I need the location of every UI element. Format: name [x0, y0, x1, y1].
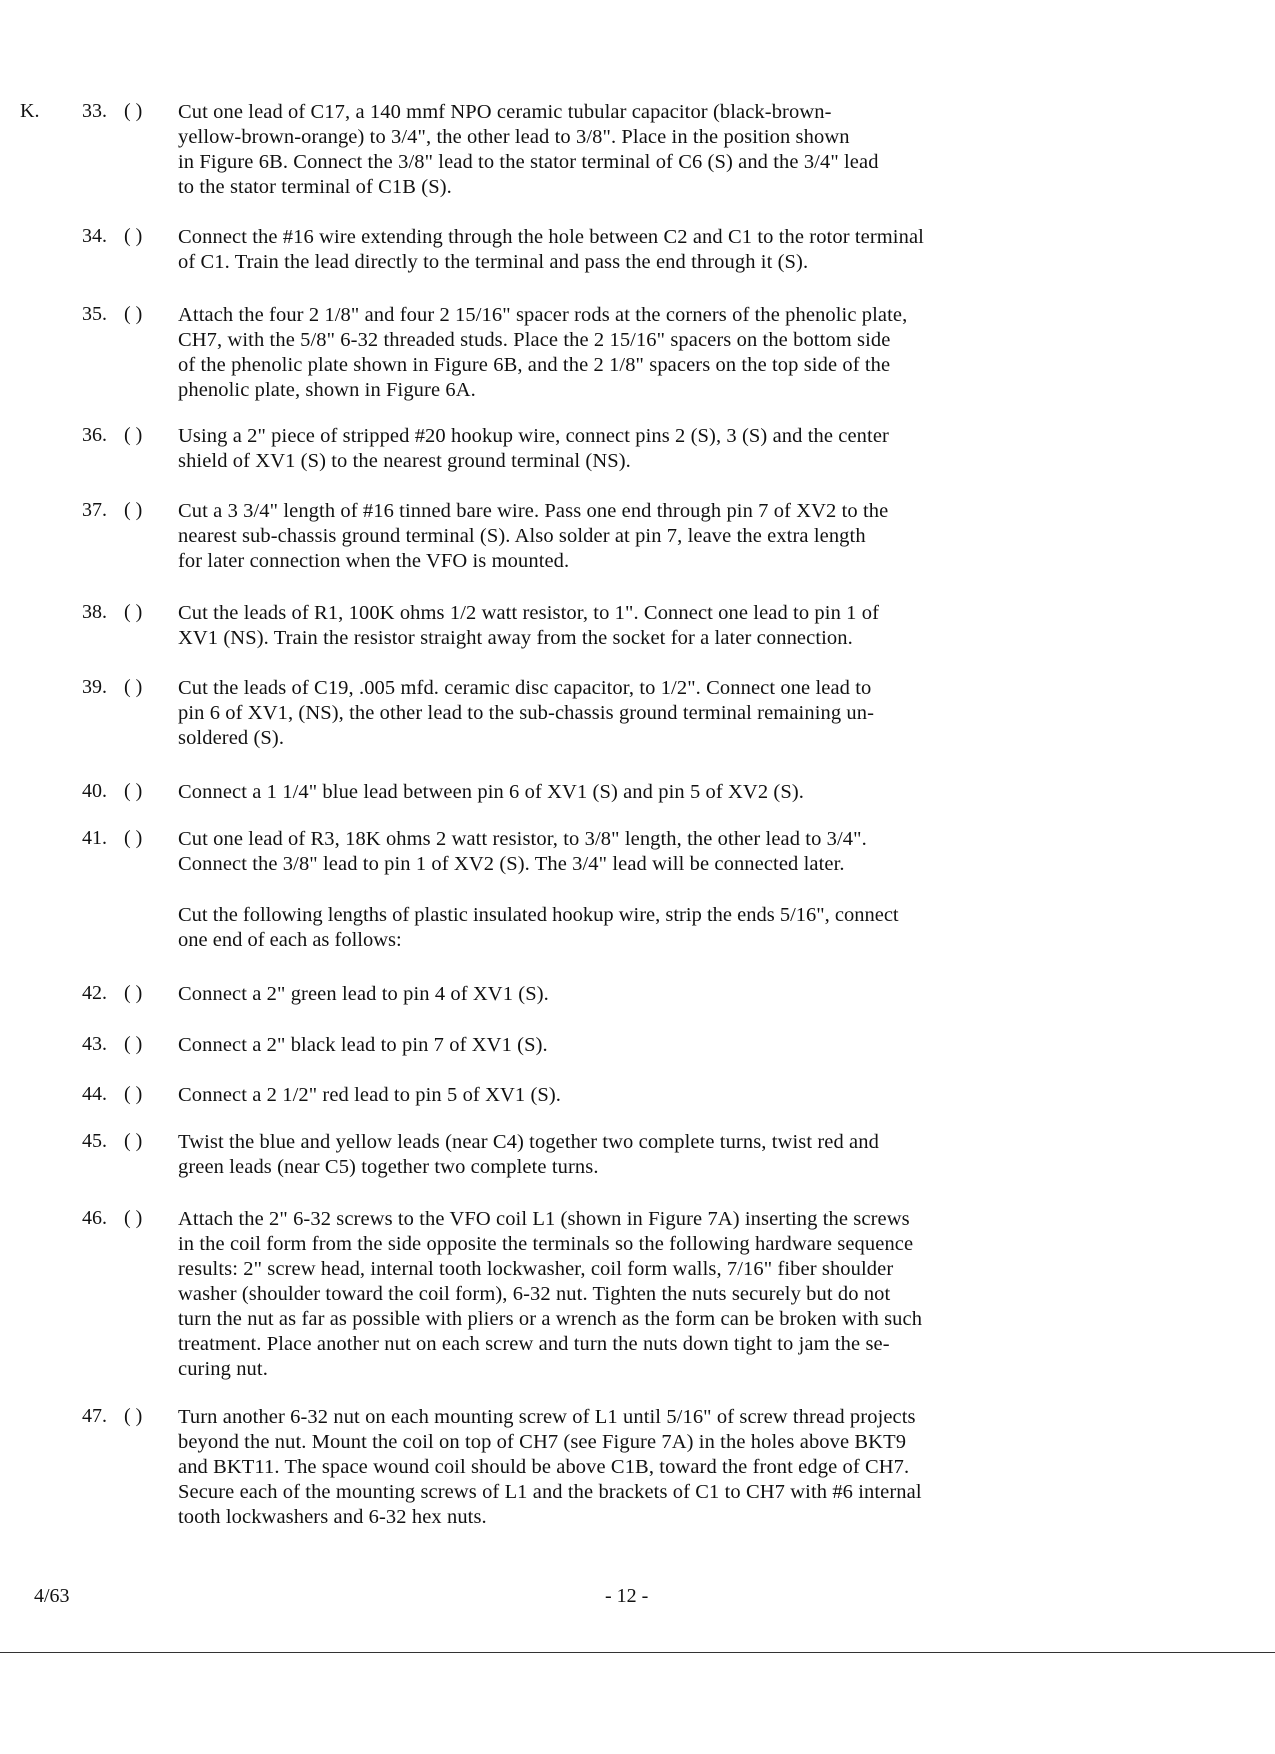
step-line: for later connection when the VFO is mounted.: [178, 550, 570, 572]
step-checkbox[interactable]: ( ): [124, 1207, 143, 1229]
step-number: 43.: [82, 1033, 107, 1055]
footer-date: 4/63: [34, 1585, 70, 1607]
step-line: Connect a 2 1/2" red lead to pin 5 of XV1 (S).: [178, 1084, 562, 1106]
step-text: [178, 100, 879, 200]
step-text: [178, 827, 867, 877]
step-line: Using a 2" piece of stripped #20 hookup wire, connect pins 2 (S), 3 (S) and the center: [178, 425, 889, 447]
step-number: 37.: [82, 499, 107, 521]
step-line: Connect a 2" black lead to pin 7 of XV1 (S).: [178, 1034, 548, 1056]
step-text: [178, 303, 907, 403]
step-line: in the coil form from the side opposite the terminals so the following hardware sequence: [178, 1233, 914, 1255]
step-line: to the stator terminal of C1B (S).: [178, 176, 452, 198]
step-number: 38.: [82, 601, 107, 623]
step-checkbox[interactable]: ( ): [124, 100, 143, 122]
step-text: [178, 1130, 879, 1180]
step-line: Turn another 6-32 nut on each mounting screw of L1 until 5/16" of screw thread projects: [178, 1406, 916, 1428]
step-checkbox[interactable]: ( ): [124, 225, 143, 247]
step-number: 44.: [82, 1083, 107, 1105]
step-text: [178, 982, 549, 1007]
step-number: 33.: [82, 100, 107, 122]
step-checkbox[interactable]: ( ): [124, 1083, 143, 1105]
page-number: - 12 -: [605, 1585, 649, 1607]
step-line: Attach the 2" 6-32 screws to the VFO coil L1 (shown in Figure 7A) inserting the screws: [178, 1208, 910, 1230]
step-checkbox[interactable]: ( ): [124, 780, 143, 802]
step-line: tooth lockwashers and 6-32 hex nuts.: [178, 1506, 487, 1528]
section-label: K.: [20, 100, 40, 122]
step-checkbox[interactable]: ( ): [124, 424, 143, 446]
step-checkbox[interactable]: ( ): [124, 1033, 143, 1055]
step-line: of C1. Train the lead directly to the terminal and pass the end through it (S).: [178, 251, 809, 273]
step-line: Connect a 1 1/4" blue lead between pin 6 of XV1 (S) and pin 5 of XV2 (S).: [178, 781, 804, 803]
step-line: pin 6 of XV1, (NS), the other lead to the sub-chassis ground terminal remaining un-: [178, 702, 875, 724]
footer-rule: [0, 1652, 1275, 1653]
step-checkbox[interactable]: ( ): [124, 1405, 143, 1427]
step-number: 40.: [82, 780, 107, 802]
step-text: [178, 225, 924, 275]
step-line: phenolic plate, shown in Figure 6A.: [178, 379, 476, 401]
step-number: 34.: [82, 225, 107, 247]
step-line: Cut a 3 3/4" length of #16 tinned bare wire. Pass one end through pin 7 of XV2 to the: [178, 500, 889, 522]
note-line: one end of each as follows:: [178, 929, 402, 951]
step-line: Cut one lead of C17, a 140 mmf NPO ceramic tubular capacitor (black-brown-: [178, 101, 832, 123]
step-text: [178, 424, 889, 474]
step-line: Connect the 3/8" lead to pin 1 of XV2 (S). The 3/4" lead will be connected later.: [178, 853, 845, 875]
step-text: [178, 1405, 922, 1530]
step-text: [178, 780, 804, 805]
step-checkbox[interactable]: ( ): [124, 303, 143, 325]
step-number: 39.: [82, 676, 107, 698]
step-text: [178, 601, 879, 651]
step-line: in Figure 6B. Connect the 3/8" lead to the stator terminal of C6 (S) and the 3/4" lead: [178, 151, 879, 173]
step-checkbox[interactable]: ( ): [124, 827, 143, 849]
step-line: nearest sub-chassis ground terminal (S). Also solder at pin 7, leave the extra length: [178, 525, 866, 547]
step-line: Cut the leads of C19, .005 mfd. ceramic disc capacitor, to 1/2". Connect one lead to: [178, 677, 872, 699]
step-line: Connect a 2" green lead to pin 4 of XV1 (S).: [178, 983, 549, 1005]
step-number: 36.: [82, 424, 107, 446]
step-line: Connect the #16 wire extending through the hole between C2 and C1 to the rotor terminal: [178, 226, 924, 248]
step-text: [178, 676, 874, 751]
step-line: shield of XV1 (S) to the nearest ground terminal (NS).: [178, 450, 631, 472]
step-line: Cut the leads of R1, 100K ohms 1/2 watt resistor, to 1". Connect one lead to pin 1 of: [178, 602, 879, 624]
step-line: Attach the four 2 1/8" and four 2 15/16" spacer rods at the corners of the phenolic plate,: [178, 304, 908, 326]
step-line: CH7, with the 5/8" 6-32 threaded studs. Place the 2 15/16" spacers on the bottom side: [178, 329, 891, 351]
step-line: Secure each of the mounting screws of L1 and the brackets of C1 to CH7 with #6 internal: [178, 1481, 922, 1503]
step-number: 46.: [82, 1207, 107, 1229]
step-number: 35.: [82, 303, 107, 325]
step-line: Cut one lead of R3, 18K ohms 2 watt resistor, to 3/8" length, the other lead to 3/4".: [178, 828, 867, 850]
step-line: results: 2" screw head, internal tooth lockwasher, coil form walls, 7/16" fiber shoulder: [178, 1258, 894, 1280]
step-text: [178, 1033, 548, 1058]
step-line: yellow-brown-orange) to 3/4", the other lead to 3/8". Place in the position shown: [178, 126, 850, 148]
step-number: 41.: [82, 827, 107, 849]
note-line: Cut the following lengths of plastic insulated hookup wire, strip the ends 5/16", connect: [178, 904, 899, 926]
step-line: washer (shoulder toward the coil form), 6-32 nut. Tighten the nuts securely but do not: [178, 1283, 891, 1305]
step-line: curing nut.: [178, 1358, 268, 1380]
step-checkbox[interactable]: ( ): [124, 676, 143, 698]
step-line: green leads (near C5) together two complete turns.: [178, 1156, 599, 1178]
step-line: and BKT11. The space wound coil should be above C1B, toward the front edge of CH7.: [178, 1456, 910, 1478]
step-line: XV1 (NS). Train the resistor straight away from the socket for a later connection.: [178, 627, 853, 649]
step-line: turn the nut as far as possible with pliers or a wrench as the form can be broken with such: [178, 1308, 923, 1330]
step-number: 45.: [82, 1130, 107, 1152]
step-text: [178, 1083, 561, 1108]
step-checkbox[interactable]: ( ): [124, 499, 143, 521]
wire-lengths-note: [178, 903, 899, 953]
step-number: 42.: [82, 982, 107, 1004]
step-text: [178, 1207, 922, 1382]
step-text: [178, 499, 888, 574]
step-line: beyond the nut. Mount the coil on top of CH7 (see Figure 7A) in the holes above BKT9: [178, 1431, 907, 1453]
step-line: soldered (S).: [178, 727, 285, 749]
step-number: 47.: [82, 1405, 107, 1427]
step-line: of the phenolic plate shown in Figure 6B, and the 2 1/8" spacers on the top side of the: [178, 354, 891, 376]
step-checkbox[interactable]: ( ): [124, 1130, 143, 1152]
step-checkbox[interactable]: ( ): [124, 601, 143, 623]
step-checkbox[interactable]: ( ): [124, 982, 143, 1004]
step-line: treatment. Place another nut on each screw and turn the nuts down tight to jam the se-: [178, 1333, 890, 1355]
step-line: Twist the blue and yellow leads (near C4) together two complete turns, twist red and: [178, 1131, 879, 1153]
